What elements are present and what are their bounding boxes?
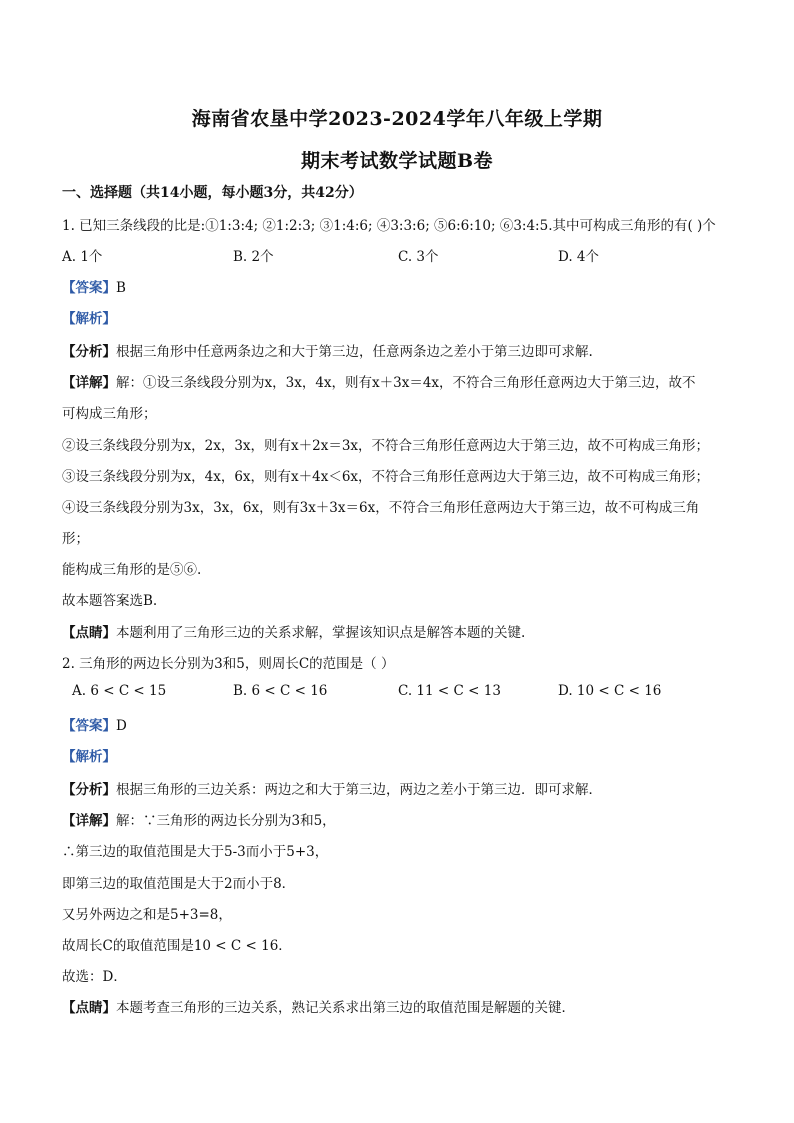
- q2-analysis-heading: [62, 745, 116, 765]
- dianjing-tag: 【点睛】: [62, 1000, 116, 1016]
- q2-option-a: A. 6 < C < 15: [72, 683, 167, 699]
- dianjing-tag: 【点睛】: [62, 625, 116, 641]
- analysis-tag: 【解析】: [62, 749, 116, 765]
- q1-option-c: C. 3个: [398, 249, 439, 265]
- answer-tag: 【答案】: [62, 718, 116, 734]
- q1-detail-3: ③设三条线段分别为x，4x，6x，则有x＋4x＜6x，不符合三角形任意两边大于第三边，故不可构成三角形；: [62, 469, 710, 485]
- q2-fenxi: [62, 778, 602, 798]
- q2-detail-6: 故选：D．: [62, 969, 127, 985]
- fenxi-tag: 【分析】: [62, 782, 116, 798]
- q2-option-c: C. 11 < C < 13: [398, 683, 501, 699]
- q2-detail-5: 故周长C的取值范围是10 < C < 16．: [62, 938, 292, 954]
- q2-option-b: B. 6 < C < 16: [233, 683, 328, 699]
- detail-tag: 【详解】: [62, 813, 116, 829]
- q2-detail-2: ∴第三边的取值范围是大于5-3而小于5+3，: [62, 844, 329, 860]
- fenxi-text: 根据三角形的三边关系：两边之和大于第三边，两边之差小于第三边．即可求解．: [116, 782, 602, 798]
- q2-detail-1: [62, 809, 336, 829]
- fenxi-text: 根据三角形中任意两条边之和大于第三边，任意两条边之差小于第三边即可求解.: [116, 344, 593, 360]
- title-line-1: 海南省农垦中学2023-2024学年八年级上学期: [191, 108, 603, 130]
- q1-detail-1b: 可构成三角形；: [62, 406, 157, 422]
- q1-detail-6: 故本题答案选B.: [62, 593, 158, 609]
- dianjing-text: 本题利用了三角形三边的关系求解，掌握该知识点是解答本题的关键.: [116, 625, 526, 641]
- q2-dianjing: [62, 996, 575, 1016]
- q2-detail-3: 即第三边的取值范围是大于2而小于8．: [62, 876, 296, 892]
- answer-value: B: [116, 280, 126, 296]
- detail-tag: 【详解】: [62, 375, 116, 391]
- fenxi-tag: 【分析】: [62, 344, 116, 360]
- q2-stem: 2. 三角形的两边长分别为3和5，则周长C的范围是（ ）: [62, 656, 395, 672]
- detail-text: 解：∵三角形的两边长分别为3和5，: [116, 813, 336, 829]
- q1-detail-4a: ④设三条线段分别为3x，3x，6x，则有3x＋3x＝6x，不符合三角形任意两边大于第三边，故不可构成三角: [62, 500, 700, 516]
- answer-tag: 【答案】: [62, 280, 116, 296]
- title-line-2: 期末考试数学试题B卷: [300, 150, 494, 172]
- detail-text: 解：①设三条线段分别为x，3x，4x，则有x＋3x＝4x，不符合三角形任意两边大于第三边，故不: [116, 375, 696, 391]
- q1-dianjing: [62, 621, 525, 641]
- q1-detail-1a: [62, 371, 696, 391]
- q1-answer: [62, 276, 126, 296]
- q1-option-d: D. 4个: [558, 249, 600, 265]
- q1-stem: 1. 已知三条线段的比是:①1:3:4; ②1:2:3; ③1:4:6; ④3:3:6; ⑤6:6:10; ⑥3:4:5.其中可构成三角形的有( )个: [62, 218, 716, 234]
- section-heading: 一、选择题（共14小题，每小题3分，共42分）: [62, 185, 363, 201]
- answer-value: D: [116, 718, 127, 734]
- q2-detail-4: 又另外两边之和是5+3=8，: [62, 907, 232, 923]
- q1-option-b: B. 2个: [233, 249, 274, 265]
- q1-detail-5: 能构成三角形的是⑤⑥.: [62, 562, 202, 578]
- q2-answer: [62, 714, 127, 734]
- q2-option-d: D. 10 < C < 16: [558, 683, 662, 699]
- dianjing-text: 本题考查三角形的三边关系，熟记关系求出第三边的取值范围是解题的关键．: [116, 1000, 575, 1016]
- q1-option-a: A. 1个: [62, 249, 103, 265]
- q1-detail-4b: 形；: [62, 531, 89, 547]
- q1-fenxi: [62, 340, 593, 360]
- q1-detail-2: ②设三条线段分别为x，2x，3x，则有x＋2x＝3x，不符合三角形任意两边大于第三边，故不可构成三角形；: [62, 438, 710, 454]
- analysis-tag: 【解析】: [62, 311, 116, 327]
- q1-analysis-heading: [62, 307, 116, 327]
